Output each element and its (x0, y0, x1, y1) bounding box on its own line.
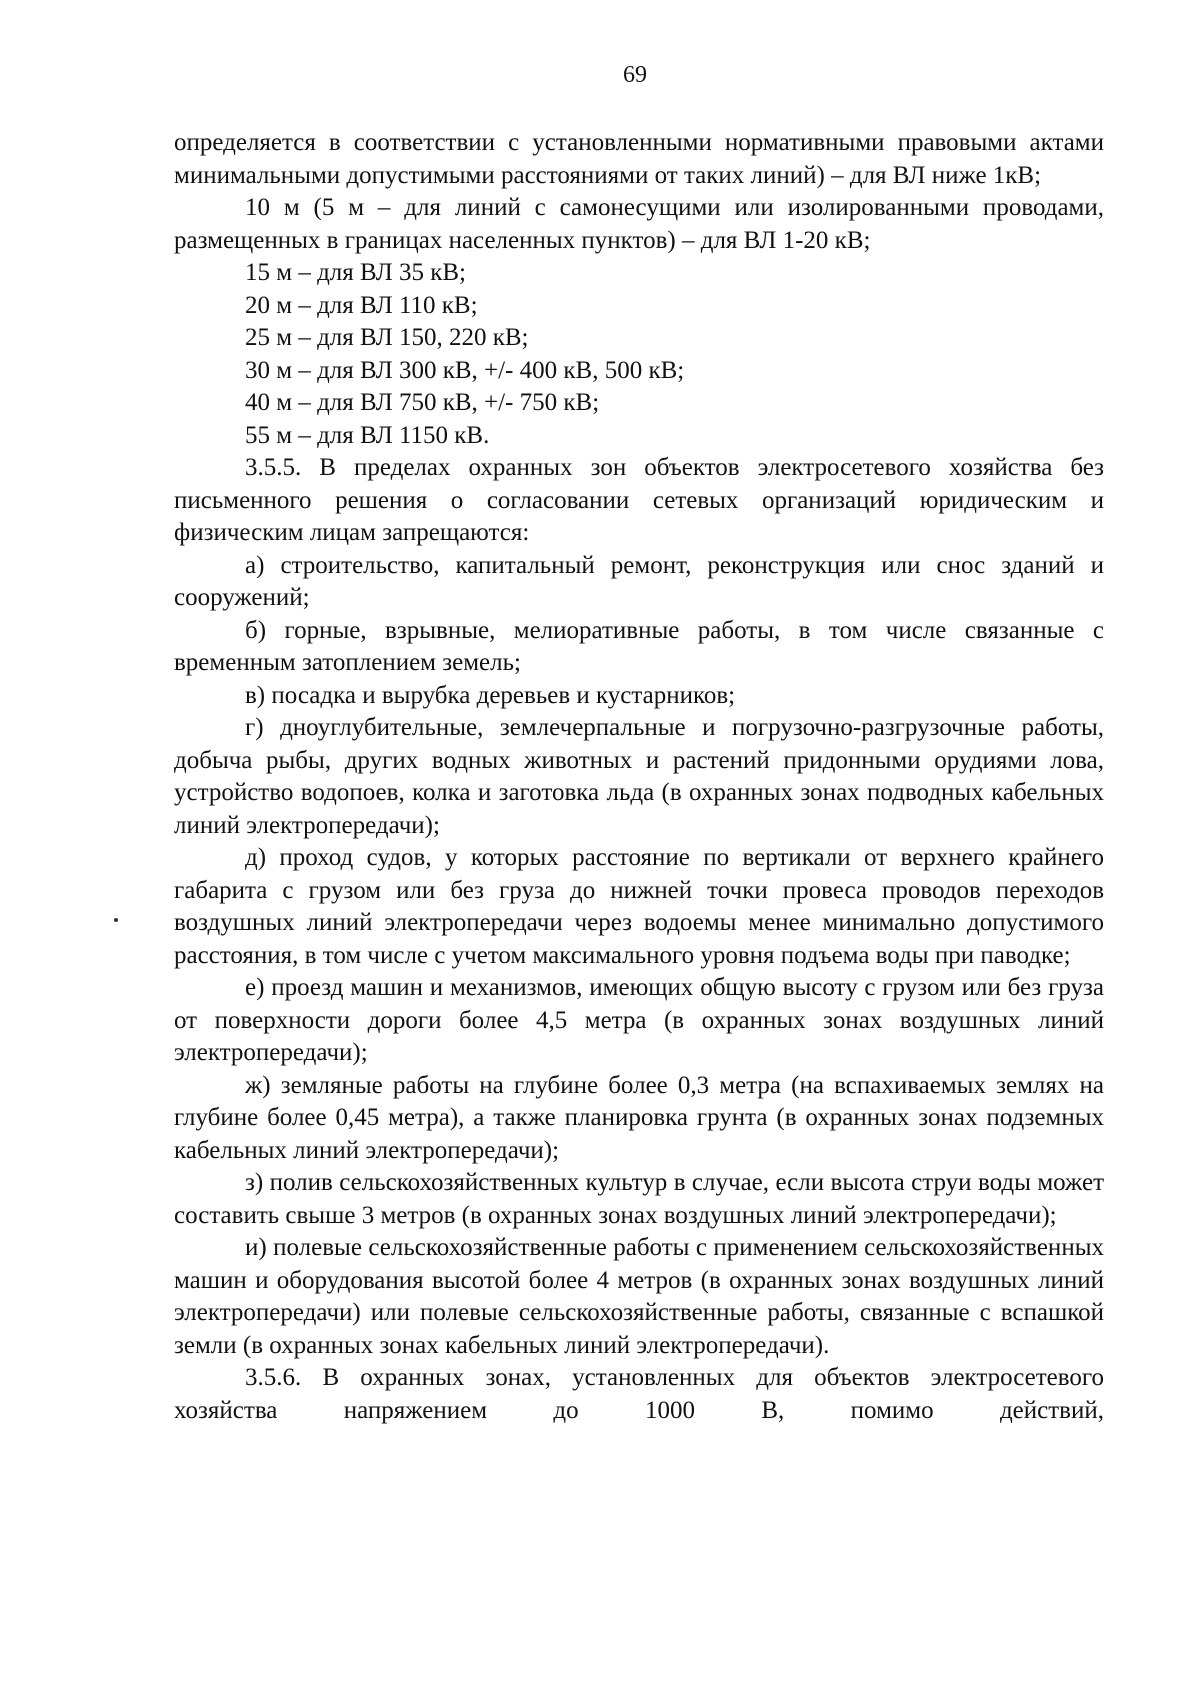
scan-speck (114, 918, 118, 922)
section-3-5-5: 3.5.5. В пределах охранных зон объектов электросетевого хозяйства без письменного решения о согласовании сетевых организаций юридическим и физическим лицам запрещаются: (174, 454, 1104, 546)
item-zh: ж) земляные работы на глубине более 0,3 метра (на вспахиваемых землях на глубине более 0,45 метра), а также планировка грунта (в охранных зонах подземных кабельных линий электропередачи); (174, 1071, 1104, 1164)
section-3-5-6: 3.5.6. В охранных зонах, установленных для объектов электросетевого хозяйства напряжением до 1000 В, помимо действий, (174, 1364, 1104, 1424)
item-i: и) полевые сельскохозяйственные работы с применением сельскохозяйственных машин и оборудования высотой более 4 метров (в охранных зонах воздушных линий электропередачи) или полевые сельскохозяйственные работы, связанные с вспашкой земли (в охранных зонах кабельных линий электропередачи). (174, 1234, 1104, 1359)
item-v: в) посадка и вырубка деревьев и кустарников; (245, 681, 736, 709)
item-d: д) проход судов, у которых расстояние по вертикали от верхнего крайнего габарита с грузом или без груза до нижней точки провеса проводов переходов воздушных линий электропередачи через водоемы менее минимально допустимого расстояния, в том числе с учетом максимального уровня подъема воды при паводке; (174, 844, 1104, 969)
paragraph-10m: 10 м (5 м – для линий с самонесущими или изолированными проводами, размещенных в границах населенных пунктов) – для ВЛ 1-20 кВ; (174, 194, 1104, 254)
page-number: 69 (623, 62, 647, 88)
item-a: а) строительство, капитальный ремонт, реконструкция или снос зданий и сооружений; (174, 551, 1104, 611)
document-body (174, 127, 1104, 1427)
item-z: з) полив сельскохозяйственных культур в случае, если высота струи воды может составить свыше 3 метров (в охранных зонах воздушных линий электропередачи); (174, 1169, 1104, 1229)
distance-item-55m: 55 м – для ВЛ 1150 кВ. (245, 421, 490, 449)
paragraph-continuation: определяется в соответствии с установленными нормативными правовыми актами минимальными допустимыми расстояниями от таких линий) – для ВЛ ниже 1кВ; (174, 129, 1104, 189)
distance-item-40m: 40 м – для ВЛ 750 кВ, +/- 750 кВ; (245, 389, 600, 416)
distance-item-15m: 15 м – для ВЛ 35 кВ; (245, 259, 466, 286)
item-e: е) проезд машин и механизмов, имеющих общую высоту с грузом или без груза от поверхности дороги более 4,5 метра (в охранных зонах воздушных линий электропередачи); (174, 974, 1104, 1066)
item-g: г) дноуглубительные, землечерпальные и погрузочно-разгрузочные работы, добыча рыбы, других водных животных и растений придонными орудиями лова, устройство водопоев, колка и заготовка льда (в охранных зонах подводных кабельных линий электропередачи); (174, 714, 1104, 839)
distance-item-30m: 30 м – для ВЛ 300 кВ, +/- 400 кВ, 500 кВ; (245, 356, 685, 384)
item-b: б) горные, взрывные, мелиоративные работы, в том числе связанные с временным затоплением земель; (174, 616, 1104, 676)
distance-item-25m: 25 м – для ВЛ 150, 220 кВ; (245, 324, 529, 351)
distance-item-20m: 20 м – для ВЛ 110 кВ; (245, 291, 478, 319)
